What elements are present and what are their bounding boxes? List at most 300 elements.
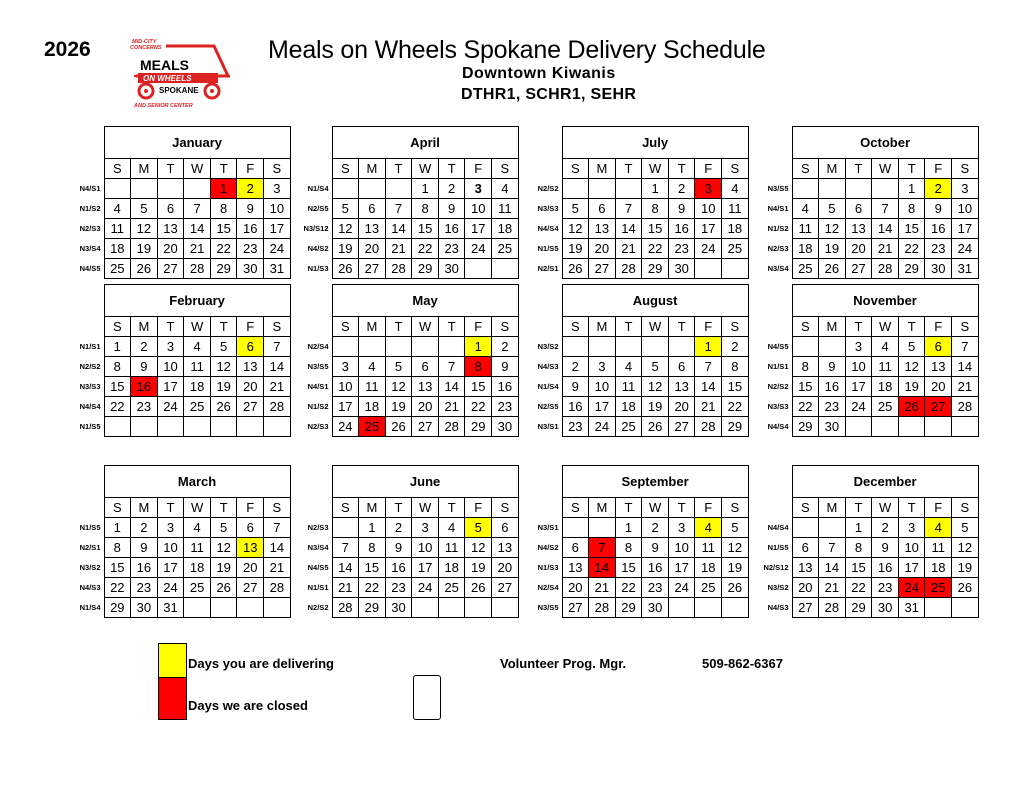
month-calendar-october [762,126,979,279]
route-code: N1/S2 [767,224,789,233]
day-cell: 5 [332,199,359,219]
weekday-header: S [952,498,979,518]
day-cell: 10 [157,357,184,377]
route-code: N1/S1 [307,583,329,592]
day-cell: 7 [184,199,211,219]
month-name: August [562,285,748,317]
svg-text:SPOKANE: SPOKANE [159,86,199,95]
day-cell: 23 [562,417,589,437]
route-code: N2/S3 [307,523,329,532]
day-cell: 3 [898,518,925,538]
day-cell: 26 [952,578,979,598]
day-cell: 23 [642,578,669,598]
day-cell: 5 [210,518,237,538]
week-row [74,337,290,357]
day-cell: 6 [492,518,519,538]
day-cell: 13 [157,219,184,239]
day-cell: 31 [264,259,291,279]
week-row [74,357,290,377]
svg-text:MID-CITY: MID-CITY [132,39,157,45]
week-row [302,518,518,538]
day-cell: 1 [104,518,131,538]
day-cell: 6 [589,199,616,219]
weekday-header: T [668,498,695,518]
day-cell: 20 [157,239,184,259]
day-cell: 19 [898,377,925,397]
day-cell: 30 [668,259,695,279]
weekday-header: T [210,159,237,179]
day-cell: 30 [925,259,952,279]
weekday-header: S [722,317,749,337]
route-code: N3/S5 [307,362,329,371]
weekday-header: T [210,498,237,518]
day-cell: 4 [615,357,642,377]
day-cell: 30 [819,417,846,437]
day-cell: 15 [104,558,131,578]
day-cell: 1 [104,337,131,357]
weekday-header: T [898,317,925,337]
day-cell [332,518,359,538]
route-code: N3/S2 [79,563,101,572]
day-cell: 6 [668,357,695,377]
day-cell: 13 [562,558,589,578]
day-cell: 1 [359,518,386,538]
route-code: N3/S1 [537,523,559,532]
day-cell: 4 [438,518,465,538]
day-cell: 15 [465,377,492,397]
day-cell: 7 [264,337,291,357]
day-cell: 2 [668,179,695,199]
day-cell-delivering: 1 [695,337,722,357]
route-code: N1/S1 [767,362,789,371]
day-cell: 2 [642,518,669,538]
route-code: N1/S3 [307,264,329,273]
route-code: N2/S1 [537,264,559,273]
route-code: N2/S2 [537,184,559,193]
day-cell: 7 [695,357,722,377]
route-code: N4/S5 [767,342,789,351]
day-cell: 26 [332,259,359,279]
day-cell [465,598,492,618]
route-code: N4/S1 [767,204,789,213]
day-cell: 3 [264,179,291,199]
day-cell: 5 [562,199,589,219]
weekday-header: F [465,498,492,518]
weekday-header: W [412,159,439,179]
day-cell: 21 [819,578,846,598]
route-code: N2/S4 [307,342,329,351]
week-row [762,518,978,538]
day-cell: 7 [438,357,465,377]
day-cell: 22 [465,397,492,417]
day-cell: 14 [819,558,846,578]
day-cell: 9 [385,538,412,558]
month-name: September [562,466,748,498]
weekday-header: S [104,317,131,337]
weekday-header: W [184,498,211,518]
day-cell: 18 [438,558,465,578]
route-code: N3/S4 [307,543,329,552]
day-cell: 26 [465,578,492,598]
week-row [74,538,290,558]
month-name: November [792,285,978,317]
day-cell: 24 [264,239,291,259]
weekday-header: T [845,498,872,518]
day-cell: 19 [952,558,979,578]
day-cell: 16 [438,219,465,239]
day-cell: 21 [952,377,979,397]
day-cell: 9 [131,357,158,377]
day-cell: 3 [412,518,439,538]
day-cell: 14 [184,219,211,239]
day-cell: 23 [819,397,846,417]
week-row [302,538,518,558]
day-cell: 21 [264,558,291,578]
day-cell: 22 [104,397,131,417]
weekday-header: W [412,317,439,337]
day-cell-closed: 25 [925,578,952,598]
day-cell-closed: 25 [359,417,386,437]
day-cell [695,259,722,279]
weekday-header: S [562,317,589,337]
weekday-header: T [615,317,642,337]
weekday-header: M [819,317,846,337]
day-cell: 27 [237,578,264,598]
day-cell: 4 [359,357,386,377]
day-cell: 19 [210,377,237,397]
day-cell: 16 [642,558,669,578]
day-cell: 3 [845,337,872,357]
week-row [74,598,290,618]
day-cell: 30 [237,259,264,279]
day-cell [615,337,642,357]
week-row [532,337,748,357]
day-cell: 10 [952,199,979,219]
day-cell [562,337,589,357]
week-row [302,598,518,618]
month-calendar-july [532,126,749,279]
day-cell: 9 [872,538,899,558]
day-cell [562,179,589,199]
week-row [302,179,518,199]
route-code: N2/S3 [79,224,101,233]
day-cell [872,179,899,199]
day-cell: 9 [438,199,465,219]
weekday-header: S [722,159,749,179]
day-cell [722,259,749,279]
day-cell: 21 [695,397,722,417]
day-cell: 29 [845,598,872,618]
day-cell: 18 [722,219,749,239]
route-code: N4/S4 [537,224,559,233]
subtitle-group: Downtown Kiwanis [462,65,616,82]
weekday-header: S [952,317,979,337]
day-cell: 19 [819,239,846,259]
day-cell: 2 [385,518,412,538]
route-code: N4/S1 [307,382,329,391]
day-cell: 28 [819,598,846,618]
weekday-header: T [438,159,465,179]
day-cell: 12 [722,538,749,558]
day-cell: 27 [492,578,519,598]
weekday-header: T [385,317,412,337]
week-row [302,199,518,219]
day-cell: 14 [264,538,291,558]
weekday-header: M [819,498,846,518]
weekday-header: T [845,317,872,337]
day-cell-delivering: 2 [237,179,264,199]
day-cell: 17 [589,397,616,417]
day-cell: 18 [615,397,642,417]
day-cell: 8 [845,538,872,558]
week-row [762,259,978,279]
day-cell: 25 [722,239,749,259]
day-cell: 8 [210,199,237,219]
day-cell: 13 [668,377,695,397]
day-cell: 22 [722,397,749,417]
day-cell: 12 [131,219,158,239]
day-cell: 16 [237,219,264,239]
day-cell: 25 [695,578,722,598]
route-code: N2/S2 [79,362,101,371]
day-cell: 5 [642,357,669,377]
week-row [762,199,978,219]
day-cell: 5 [952,518,979,538]
day-cell [952,417,979,437]
day-cell: 22 [359,578,386,598]
legend-delivering-label: Days you are delivering [188,656,334,671]
weekday-header: M [359,498,386,518]
day-cell: 14 [695,377,722,397]
day-cell [492,259,519,279]
day-cell: 8 [104,538,131,558]
svg-text:ON WHEELS: ON WHEELS [143,74,192,83]
day-cell: 15 [615,558,642,578]
day-cell: 15 [792,377,819,397]
month-name: January [104,127,290,159]
day-cell: 27 [237,397,264,417]
week-row [762,377,978,397]
day-cell: 22 [792,397,819,417]
week-row [532,578,748,598]
route-code: N4/S2 [307,244,329,253]
day-cell-delivering: 6 [925,337,952,357]
day-cell: 2 [872,518,899,538]
day-cell: 15 [210,219,237,239]
day-cell: 8 [898,199,925,219]
day-cell: 4 [722,179,749,199]
day-cell: 14 [264,357,291,377]
weekday-header: T [438,317,465,337]
day-cell: 20 [845,239,872,259]
day-cell: 2 [438,179,465,199]
day-cell: 28 [952,397,979,417]
day-cell: 4 [492,179,519,199]
day-cell: 27 [562,598,589,618]
day-cell [131,179,158,199]
day-cell: 4 [792,199,819,219]
week-row [74,417,290,437]
day-cell: 10 [412,538,439,558]
day-cell: 4 [184,337,211,357]
week-row [74,397,290,417]
day-cell [438,598,465,618]
day-cell: 12 [952,538,979,558]
day-cell: 20 [237,377,264,397]
week-row [74,518,290,538]
day-cell [332,179,359,199]
route-code: N3/S1 [537,422,559,431]
route-code: N3/S3 [767,402,789,411]
weekday-header: M [589,317,616,337]
day-cell: 29 [104,598,131,618]
day-cell: 9 [562,377,589,397]
svg-text:MEALS: MEALS [140,57,189,73]
day-cell: 12 [642,377,669,397]
day-cell [184,179,211,199]
day-cell: 29 [722,417,749,437]
week-row [74,219,290,239]
weekday-header: T [845,159,872,179]
week-row [74,558,290,578]
day-cell: 19 [465,558,492,578]
day-cell-closed: 1 [210,179,237,199]
weekday-header: T [157,317,184,337]
day-cell: 25 [872,397,899,417]
weekday-header: M [131,498,158,518]
day-cell [438,337,465,357]
week-row [532,219,748,239]
route-code: N3/S4 [79,244,101,253]
day-cell: 11 [615,377,642,397]
weekday-header: S [264,159,291,179]
day-cell: 23 [131,578,158,598]
day-cell: 5 [819,199,846,219]
day-cell: 20 [792,578,819,598]
day-cell [925,417,952,437]
day-cell [952,598,979,618]
day-cell: 14 [332,558,359,578]
day-cell: 19 [562,239,589,259]
route-code: N2/S4 [537,583,559,592]
day-cell: 3 [668,518,695,538]
route-code: N1/S1 [79,342,101,351]
day-cell: 10 [332,377,359,397]
week-row [762,417,978,437]
weekday-header: T [157,498,184,518]
meals-on-wheels-logo [126,36,232,110]
day-cell: 17 [845,377,872,397]
day-cell: 6 [562,538,589,558]
route-code: N1/S5 [537,244,559,253]
day-cell [131,417,158,437]
weekday-header: W [872,317,899,337]
day-cell: 20 [562,578,589,598]
day-cell: 29 [792,417,819,437]
day-cell: 3 [589,357,616,377]
day-cell-delivering: 6 [237,337,264,357]
day-cell: 30 [492,417,519,437]
page-title: Meals on Wheels Spokane Delivery Schedule [268,36,766,64]
month-name: February [104,285,290,317]
day-cell [157,417,184,437]
weekday-header: S [562,498,589,518]
day-cell: 6 [237,518,264,538]
day-cell: 12 [210,357,237,377]
day-cell: 30 [385,598,412,618]
week-row [762,558,978,578]
weekday-header: T [668,159,695,179]
week-row [762,219,978,239]
day-cell: 26 [642,417,669,437]
day-cell: 20 [359,239,386,259]
weekday-header: M [131,159,158,179]
contact-label: Volunteer Prog. Mgr. [500,656,627,671]
day-cell: 24 [465,239,492,259]
day-cell [872,417,899,437]
week-row [762,578,978,598]
day-cell: 15 [845,558,872,578]
week-row [302,558,518,578]
day-cell: 13 [792,558,819,578]
route-code: N1/S2 [79,204,101,213]
day-cell: 1 [845,518,872,538]
day-cell: 30 [131,598,158,618]
legend-closed-label: Days we are closed [188,698,308,713]
weekday-header: F [237,498,264,518]
day-cell: 24 [668,578,695,598]
day-cell: 6 [157,199,184,219]
week-row [762,239,978,259]
day-cell: 28 [385,259,412,279]
day-cell: 16 [131,558,158,578]
day-cell: 12 [465,538,492,558]
weekday-header: F [237,159,264,179]
day-cell: 29 [210,259,237,279]
week-row [532,538,748,558]
day-cell: 13 [925,357,952,377]
day-cell: 7 [385,199,412,219]
day-cell [237,417,264,437]
weekday-header: S [562,159,589,179]
route-code: N3/S3 [537,204,559,213]
day-cell: 23 [668,239,695,259]
week-row [762,397,978,417]
day-cell: 14 [872,219,899,239]
day-cell: 18 [492,219,519,239]
route-code: N4/S4 [79,402,101,411]
day-cell: 9 [819,357,846,377]
day-cell: 29 [615,598,642,618]
day-cell: 17 [668,558,695,578]
month-calendar-january [74,126,291,279]
day-cell [359,179,386,199]
day-cell: 11 [184,538,211,558]
day-cell: 6 [845,199,872,219]
day-cell [819,337,846,357]
week-row [532,558,748,578]
day-cell: 20 [668,397,695,417]
weekday-header: T [385,498,412,518]
day-cell: 15 [412,219,439,239]
day-cell: 4 [104,199,131,219]
day-cell: 12 [210,538,237,558]
weekday-header: S [492,498,519,518]
day-cell: 16 [668,219,695,239]
weekday-header: S [264,498,291,518]
day-cell: 19 [131,239,158,259]
weekday-header: T [615,159,642,179]
